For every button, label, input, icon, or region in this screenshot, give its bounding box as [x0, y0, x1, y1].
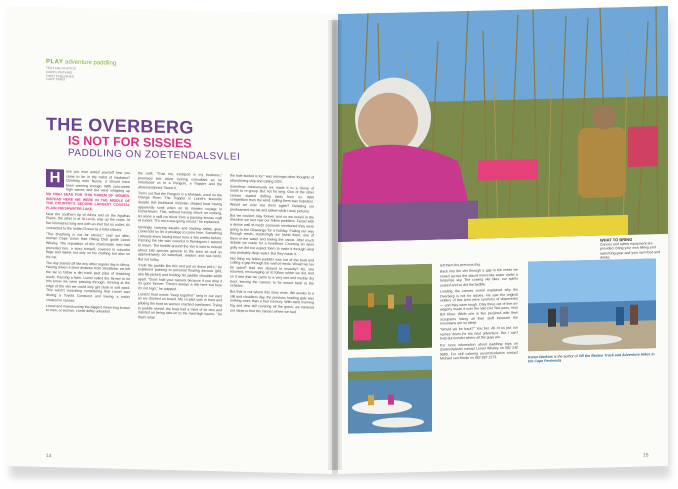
photo-canoe-water [348, 356, 432, 434]
main-photo-canoe-reeds [338, 6, 668, 242]
section-kicker: PLAY adventure paddling [46, 59, 117, 67]
right-body-column: left them the previous day. Back into the vlei through a gap in the reeds we rowed across the placid mirror-like water under a turquoise sky. The cowing vlei lilies, our spirits soared and so did the birdlife. Loading the canoes Lionel explained why the Overberg is not for sissies. He saw the original settlers of this area were survivors of shipwrecks — and they were tough. Only three out of five ox-wagons made it over the Van Der Stel pass, near Bot River. While one in five perished with their occupants losing all their stuff because the mountains are so steep. "Would we be back?" You bet. All of us put our names down for his next adventure. But I can't help but wonder where all the guys are. For more information about paddling trips on Zoetendalsvlei contact Lionel Whaley on 082 240 5885. For self catering accommodation contact Michael van Breda on 082 887 2273. [440, 262, 518, 361]
what-to-bring-body: Canoes and safety equipment are provided. Bring your own hiking and swimming gear and your own food and drinks. [600, 241, 661, 260]
page-number-left: 14 [46, 453, 52, 460]
column-1: NO HIGH SEAS FOR THIS HAREM OF WOMEN. INSTEAD HERE WE WERE IN THE MIDDLE OF THE COUNTRY'S SECOND LARGEST COASTAL PLAIN FRESHWATER LAKE. Near the southern tip of Africa and on the Agulhas Plains, the other is at St Lucia, way up the coast. At five kilometres long and with an inlet but no outlet, it's connected to the Indian Ocean by a tidal estuary. "The Overberg is not for sissies," said our able-woman Cape Union Hart Hiking Club guide Lionel Whaley. The reputation of this charismatic man had preceded him, a story himself, covered in colourful flags and labels not only on his clothing but also on his car. The day started off like any other regular day in Africa. Having driven a short distance from Struisbaai, we left the tar to follow a dirt track past piles of thatching reeds. Passing a farm, Lionel called the farmer to let him know we were passing through. Arriving at the edge of the vlei we could only get stuck in soft sand. This wasn't surprising considering that Lionel was driving a Toyota Conquest and towing a trailer covered in canoes. Lionel and manoeuvring the biggest mean-hog known to man, or woman, Lionel deftly unloaded [46, 192, 130, 314]
photo-group-shore [528, 258, 656, 351]
author-caption: Karen Watkins is the author of Off the Beaten Track and Adventure Hikes in the Cape Peninsula [528, 352, 655, 364]
article-credits: TEXT AND PHOTOS KAREN WATKINS FIRST PUBLISHED CAPE TIMES [46, 66, 76, 82]
column-1-intro: ave you ever asked yourself how you came to be in the midst of madness? Climbing onto Nyssa: it should have been warning enough. With zero-metre high waves and the wind whipping up [66, 169, 130, 194]
column-2: the craft. "Trust me, transport is my business," promised this driver turning consultant as he introduced us to a Penguin, a Trapper and the aforementioned Titanic II. Turns out that the Penguin is a Mohawk, used on the Orange River. The Trapper is Lionel's favourite despite this traditional Victorian shaped boat having apparently sunk when on its maiden voyage in Fisherhaven. This, without having struck an iceberg, let alone a spill ice block from a passing leisure craft at sunset. "It's not a sea-going vessel," he explained. Smilingly carrying kayaks and loading safety gear, Lionel told us it's a privilege to come here. Something I already knew having been here a few weeks before. Passing the vlei was covered in flamingoes I wanted to return. The birdlife around the vlei is said to include about 180 species general to the area as well as approximately 20 waterfowl, waders and sea birds. But not today. "Hold the paddle like this and put on these pfd's," he explained pointing to personal floating devices (pfd, aka life-jacket) and holding his paddle shoulder-width apart. "Don't hold your camera because if you drop it it's gone forever. There's always a risk here but here it's not high," he quipped. Lionel's final words "keep together" rang in our ears as we climbed on board. My co-pilot was in front and piloting the boat as women crashed overboard. Trying to paddle ahead, the boat had a mind of its own and insisted on being side-on to the mad-high waves. "So that's what [138, 171, 222, 320]
spine-gutter [328, 20, 342, 470]
photo-wading-group [348, 264, 432, 350]
magazine-spread [6, 14, 670, 476]
drop-cap: H [46, 169, 64, 187]
page-number-right: 15 [643, 452, 649, 459]
right-page [338, 6, 668, 474]
headline-line-1: THE OVERBERG [46, 114, 194, 138]
headline-subtitle: PADDLING ON ZOETENDALSVLEI [68, 147, 241, 163]
article-headline [46, 115, 306, 165]
pull-highlight: NO HIGH SEAS FOR THIS HAREM OF WOMEN. INSTEAD HERE WE WERE IN THE MIDDLE OF THE COUNTRY'S SECOND LARGEST COASTAL PLAIN FRESHWATER LAKE. [46, 192, 130, 211]
what-to-bring-title: WHAT TO BRING [600, 236, 633, 243]
column-3: the bale bucket is for," was amongst other thoughts of abandoning ship and calling SOS. Somehow miraculously we made it to a clump of reeds to re-group. But not for long. One of the other canoes started drifting away from us. With competition from the wind, calling them was hopeless. Would we ever see them again? Debating our predicament we sat and talked while I took pictures. But we couldn't stay forever and so we rowed in the direction we last saw our fellow paddlers. Faced with a dense wall of reeds someone mentioned they were going to the Okavango for a holiday. Pulling our way through reeds, surprisingly we found them, one of them in the water and towing the canoe. After much debate we made for a headland. Crossing an open gully we did not expect them to make it through what was probably deep water. But they made it. Not thing my fellow paddler was out of the boat and cutting a gap through the wall of reeds. Would we too be spied? Had she strayed to insanity? No, she returned, encouraging us to follow, which we did. And so it was that we came to a very wet and muddy dry land, leaving the canoes to be towed back to the vehicles. But that is not where this story ends. We awoke to a still and cloudless day, the previous howling gale was nothing more than a bad memory. With early morning fog and dew still covering all the grass, we retraced our steps to find the canoes where we had [230, 173, 314, 314]
left-page [6, 6, 332, 474]
what-to-bring-box [600, 236, 664, 260]
headline-line-2: IS NOT FOR SISSIES [68, 133, 192, 151]
